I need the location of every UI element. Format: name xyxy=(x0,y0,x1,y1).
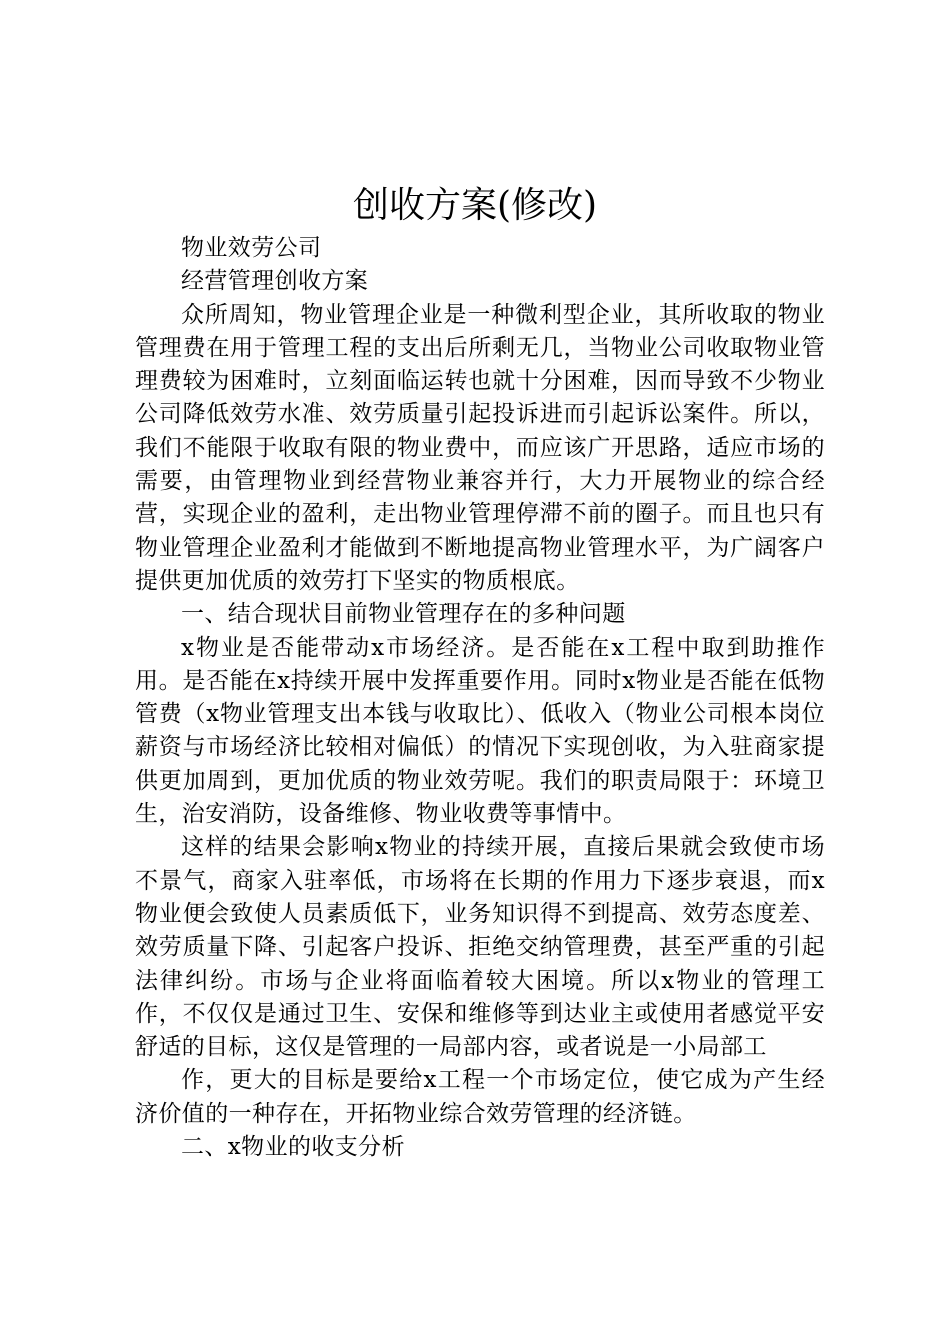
document-body xyxy=(135,232,825,1164)
paragraph-consequences: 这样的结果会影响x物业的持续开展，直接后果就会致使市场不景气，商家入驻率低，市场将在长期的作用力下逐步衰退，而x物业便会致使人员素质低下，业务知识得不到提高、效劳态度差、效劳质量下降、引起客户投诉、拒绝交纳管理费，甚至严重的引起法律纠纷。市场与企业将面临着较大困境。所以x物业的管理工作，不仅仅是通过卫生、安保和维修等到达业主或使用者感觉平安舒适的目标，这仅是管理的一局部内容，或者说是一小局部工 xyxy=(135,834,825,1061)
section-heading-1: 一、结合现状目前物业管理存在的多种问题 xyxy=(181,601,626,628)
paragraph-goal: 作，更大的目标是要给x工程一个市场定位，使它成为产生经济价值的一种存在，开拓物业综合效劳管理的经济链。 xyxy=(135,1067,825,1127)
paragraph-issues: x物业是否能带动x市场经济。是否能在x工程中取到助推作用。是否能在x持续开展中发挥重要作用。同时x物业是否能在低物管费（x物业管理支出本钱与收取比）、低收入（物业公司根本岗位薪资与市场经济比较相对偏低）的情况下实现创收，为入驻商家提供更加周到，更加优质的物业效劳呢。我们的职责局限于：环境卫生，治安消防，设备维修、物业收费等事情中。 xyxy=(135,634,825,828)
document-title: 创收方案(修改) xyxy=(352,185,598,226)
section-heading-2: 二、x物业的收支分析 xyxy=(181,1134,405,1161)
paragraph-subtitle: 经营管理创收方案 xyxy=(181,268,369,295)
paragraph-intro: 众所周知，物业管理企业是一种微利型企业，其所收取的物业管理费在用于管理工程的支出后所剩无几，当物业公司收取物业管理费较为困难时，立刻面临运转也就十分困难，因而导致不少物业公司降低效劳水准、效劳质量引起投诉进而引起诉讼案件。所以，我们不能限于收取有限的物业费中，而应该广开思路，适应市场的需要，由管理物业到经营物业兼容并行，大力开展物业的综合经营，实现企业的盈利，走出物业管理停滞不前的圈子。而且也只有物业管理企业盈利才能做到不断地提高物业管理水平，为广阔客户提供更加优质的效劳打下坚实的物质根底。 xyxy=(135,301,825,594)
paragraph-company: 物业效劳公司 xyxy=(181,235,322,261)
